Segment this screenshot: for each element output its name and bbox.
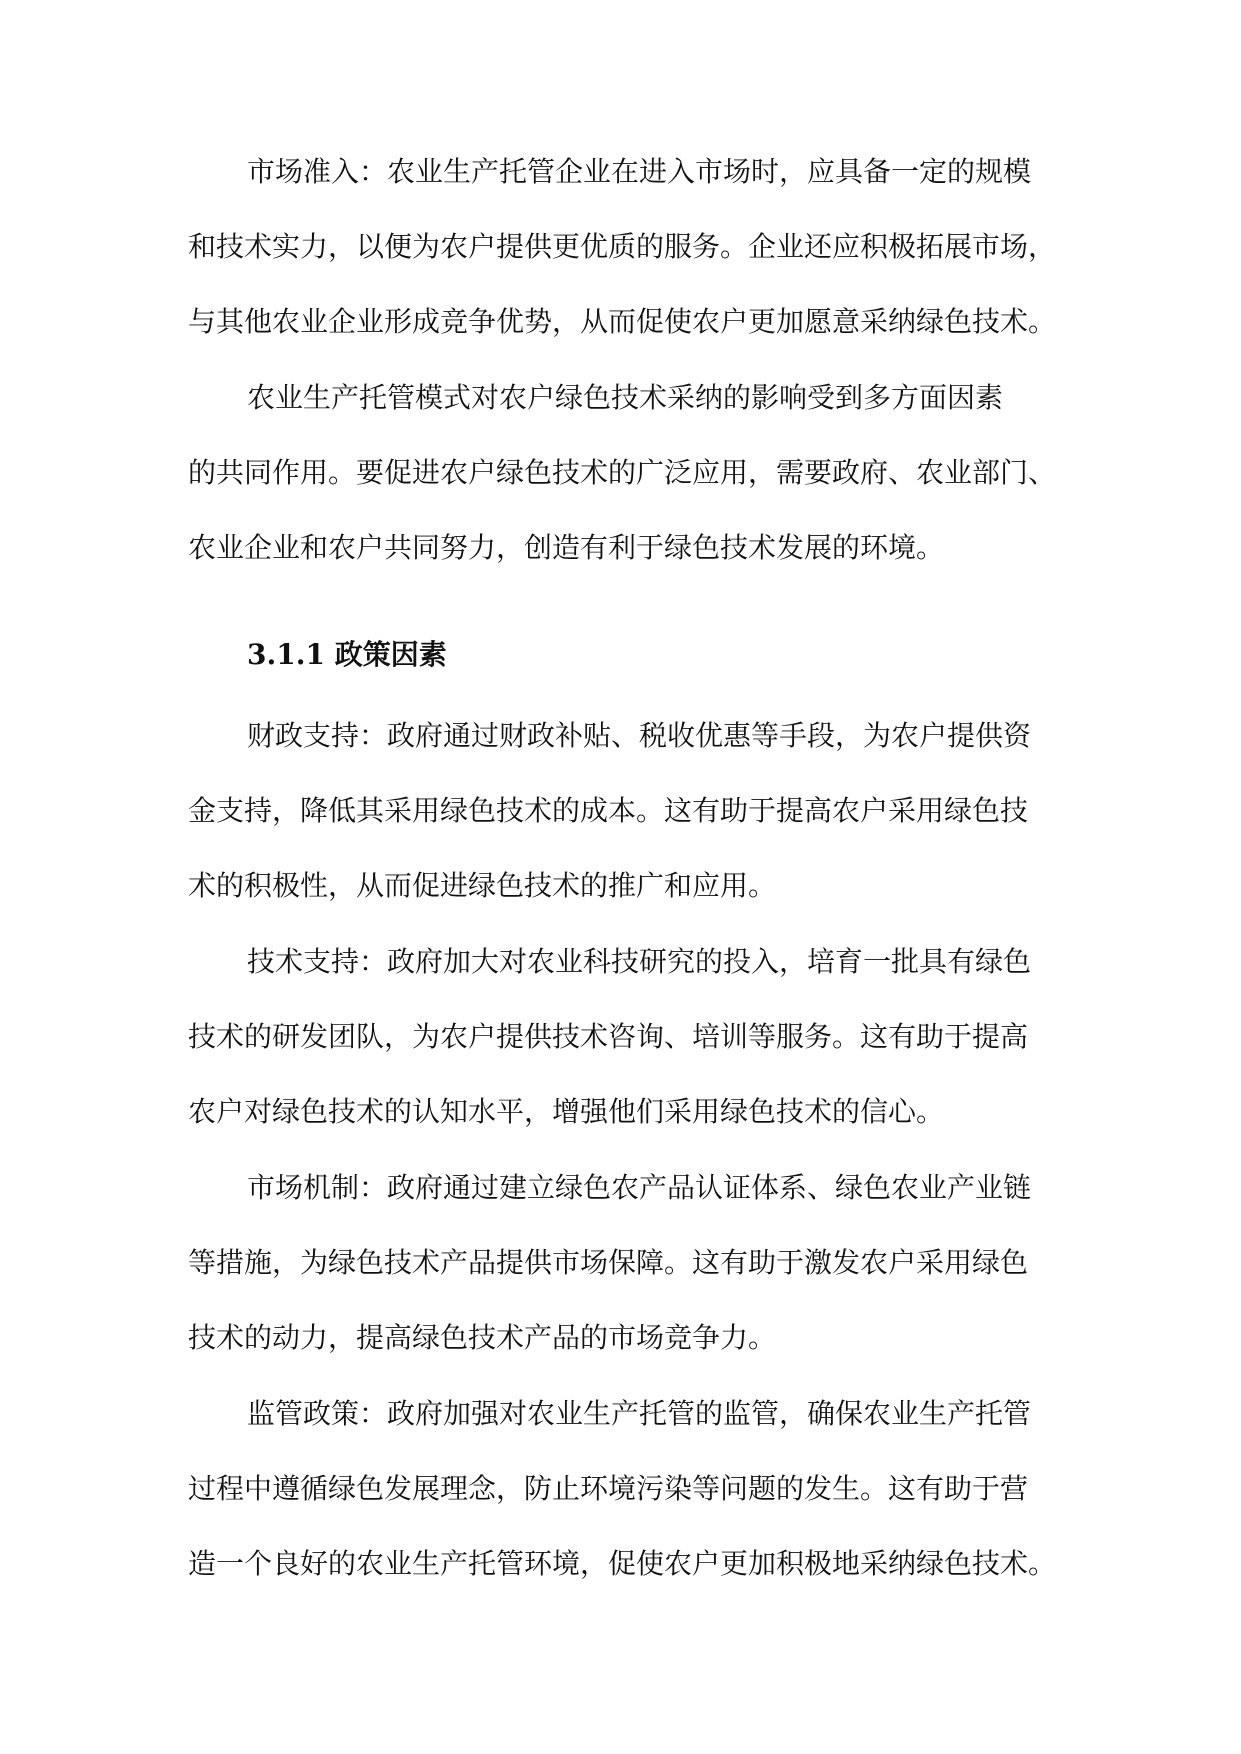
paragraph-summary-line-1: 农业生产托管模式对农户绿色技术采纳的影响受到多方面因素 — [247, 381, 1004, 414]
paragraph-fiscal-support-line-3: 术的积极性，从而促进绿色技术的推广和应用。 — [188, 869, 777, 902]
paragraph-fiscal-support-line-2: 金支持，降低其采用绿色技术的成本。这有助于提高农户采用绿色技 — [188, 794, 1029, 827]
paragraph-summary-line-2: 的共同作用。要促进农户绿色技术的广泛应用，需要政府、农业部门、 — [188, 456, 1057, 489]
paragraph-tech-support-line-2: 技术的研发团队，为农户提供技术咨询、培训等服务。这有助于提高 — [188, 1020, 1029, 1053]
paragraph-market-access-line-1: 市场准入：农业生产托管企业在进入市场时，应具备一定的规模 — [247, 155, 1032, 188]
paragraph-summary-line-3: 农业企业和农户共同努力，创造有利于绿色技术发展的环境。 — [188, 531, 945, 564]
paragraph-tech-support-line-3: 农户对绿色技术的认知水平，增强他们采用绿色技术的信心。 — [188, 1095, 945, 1128]
paragraph-market-access-line-3: 与其他农业企业形成竞争优势，从而促使农户更加愿意采纳绿色技术。 — [188, 305, 1057, 338]
paragraph-tech-support-line-1: 技术支持：政府加大对农业科技研究的投入，培育一批具有绿色 — [247, 945, 1032, 978]
paragraph-regulatory-policy-line-3: 造一个良好的农业生产托管环境，促使农户更加积极地采纳绿色技术。 — [188, 1547, 1057, 1580]
paragraph-market-access-line-2: 和技术实力，以便为农户提供更优质的服务。企业还应积极拓展市场， — [188, 230, 1057, 263]
paragraph-regulatory-policy-line-2: 过程中遵循绿色发展理念，防止环境污染等问题的发生。这有助于营 — [188, 1472, 1029, 1505]
paragraph-market-mechanism-line-1: 市场机制：政府通过建立绿色农产品认证体系、绿色农业产业链 — [247, 1171, 1032, 1204]
paragraph-market-mechanism-line-3: 技术的动力，提高绿色技术产品的市场竞争力。 — [188, 1321, 777, 1354]
paragraph-market-mechanism-line-2: 等措施，为绿色技术产品提供市场保障。这有助于激发农户采用绿色 — [188, 1246, 1029, 1279]
paragraph-regulatory-policy-line-1: 监管政策：政府加强对农业生产托管的监管，确保农业生产托管 — [247, 1397, 1032, 1430]
section-heading-policy-factors: 3.1.1 政策因素 — [247, 638, 447, 671]
paragraph-fiscal-support-line-1: 财政支持：政府通过财政补贴、税收优惠等手段，为农户提供资 — [247, 719, 1032, 752]
